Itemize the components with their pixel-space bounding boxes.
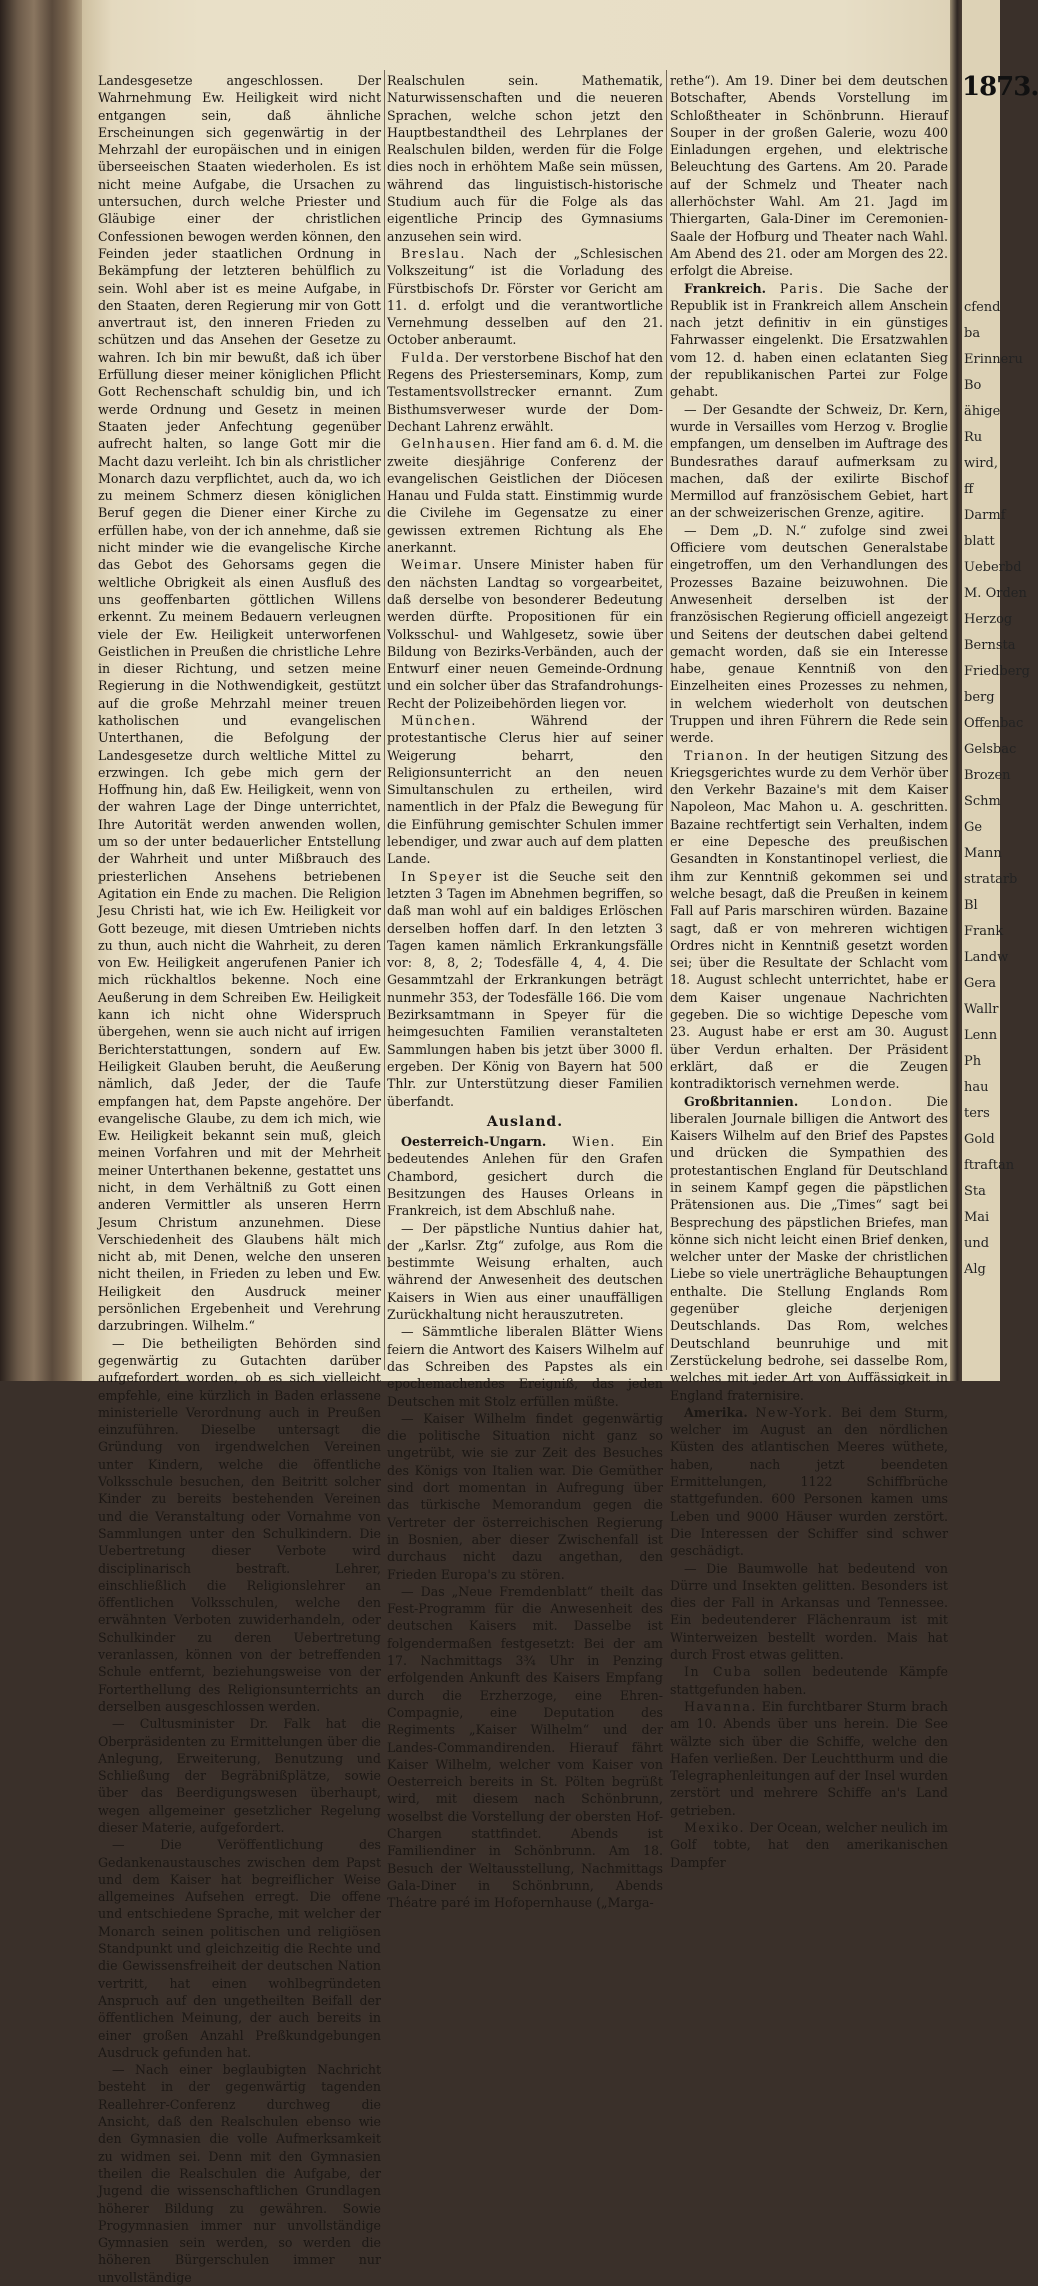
book-spine	[0, 0, 82, 1381]
col1-paragraph-3: — Cultusminister Dr. Falk hat die Oberpräsidenten zu Ermittelungen über die Anlegung, Erweiterung, Benutzung und Schließung der Begräbnißplätze, sowie über das Beerdigungswesen überhaupt, wegen allgemeiner gesetzlicher Regelung dieser Materie, aufgefordert.	[98, 1716, 381, 1835]
adjacent-page-fragment: Darmf	[964, 508, 1006, 523]
col3-item-newyork	[670, 1404, 948, 1560]
col2-item-fulda	[387, 349, 663, 435]
item-text-london: Die liberalen Journale billigen die Antwort des Kaisers Wilhelm auf den Brief des Papstes und drücken die Sympathien des protestantischen England für Deutschland in seinem Kampf gegen die päpstlichen Prätensionen aus. Die „Times“ sagt bei Besprechung des päpstlichen Briefes, man könne sich nicht leicht einen Brief denken, welcher unter der Maske der christlichen Liebe so viele unerträgliche Behauptungen enthalte. Die Stellung Englands Rom gegenüber gleiche derjenigen Deutschlands. Das Rom, welches Deutschland beunruhige und mit Zerstückelung bedrohe, sei dasselbe Rom, welches mit jeder Art von Auffässigkeit in England fraternisire.	[670, 1093, 948, 1403]
adjacent-page-fragment: Schm	[964, 794, 1001, 809]
adjacent-page-fragment: Gera	[964, 976, 997, 991]
adjacent-page-fragment: ähige	[964, 404, 1001, 419]
adjacent-page-edge	[962, 0, 1038, 1381]
item-text-gelnhausen: Hier fand am 6. d. M. die zweite diesjährige Conferenz der evangelischen Geistlichen der Diöcesen Hanau und Fulda statt. Einstimmig wurde die Civilehe im Gegensatze zu einer gewissen extremen Richtung als Ehe anerkannt.	[387, 436, 663, 556]
country-heading-amerika: Amerika.	[684, 1404, 748, 1420]
column-rule-right	[666, 70, 667, 1370]
adjacent-page-fragment: ters	[964, 1106, 990, 1121]
col1-paragraph-2: — Die betheiligten Behörden sind gegenwärtig zu Gutachten darüber aufgefordert worden, ob es sich vielleicht empfehle, eine kürzlich in Baden erlassene ministerielle Verordnung auch in Preußen einzuführen. Dieselbe untersagt die Gründung von irgendwelchen Vereinen unter Kindern, welche die öffentliche Volksschule besuchen, den Beitritt solcher Kinder zu bereits bestehenden Vereinen und die Veranstaltung oder Vornahme von Sammlungen unter den Schulkindern. Die Uebertretung dieser Verbote wird disciplinarisch bestraft. Lehrer, einschließlich die Religionslehrer an öffentlichen Volksschulen, welche den erwähnten Verboten zuwiderhandeln, oder Schulkinder zu deren Uebertretung veranlassen, können von der betreffenden Schule entfernt, beziehungsweise von der Forterthellung des Religionsunterrichts an derselben ausgeschlossen werden.	[98, 1335, 381, 1714]
adjacent-page-fragment: Brozen	[964, 768, 1011, 783]
dateline-speyer: In Speyer	[401, 868, 483, 884]
col3-item-cuba	[670, 1663, 948, 1698]
country-heading-oesterreich: Oesterreich-Ungarn.	[401, 1134, 547, 1150]
col2-item-breslau	[387, 245, 663, 349]
adjacent-page-fragment: Bl	[964, 898, 978, 913]
adjacent-page-fragment: Bernsta	[964, 638, 1016, 653]
adjacent-page-fragment: und	[964, 1236, 990, 1251]
dateline-fulda: Fulda.	[401, 349, 451, 365]
adjacent-page-fragment: hau	[964, 1080, 989, 1095]
adjacent-page-fragment: blatt	[964, 534, 995, 549]
col1-paragraph-4: — Die Veröffentlichung des Gedankenaustausches zwischen dem Papst und dem Kaiser hat begreiflicher Weise allgemeines Aufsehen erregt. Die offene und entschiedene Sprache, mit welcher der Monarch seinen politischen und religiösen Standpunkt und gleichzeitig die Rechte und die Gewissensfreiheit der deutschen Nation vertritt, hat einen wohlbegründeten Anspruch auf den ungetheilten Beifall der öffentlichen Meinung, der auch bereits in einer großen Anzahl Preßkundgebungen Ausdruck gefunden hat.	[98, 1837, 381, 2060]
dateline-trianon: Trianon.	[684, 747, 750, 763]
col2-item-fremdenblatt: — Das „Neue Fremdenblatt“ theilt das Fest-Programm für die Anwesenheit des deutschen Kaisers mit. Dasselbe ist folgendermaßen festgesetzt: Bei der am 17. Nachmittags 3¾ Uhr in Penzing erfolgenden Ankunft des Kaisers Empfang durch die Erzherzoge, eine Ehren-Compagnie, eine Deputation des Regiments „Kaiser Wilhelm“ und der Landes-Commandirenden. Hierauf fährt Kaiser Wilhelm, welcher vom Kaiser von Oesterreich bereits in St. Pölten begrüßt wird, mit diesem nach Schönbrunn, woselbst die Vorstellung der obersten Hof-Chargen stattfindet. Abends ist Familiendiner in Schönbrunn. Am 18. Besuch der Weltausstellung, Nachmittags Gala-Diner in Schönbrunn, Abends Théatre paré im Hofopernhause („Marga-	[387, 1583, 663, 1911]
item-text-newyork: Bei dem Sturm, welcher im August an den nördlichen Küsten des atlantischen Meeres wüthete, haben, nach jetzt beendeten Ermittelungen, 1122 Schiffbrüche stattgefunden. 600 Personen kamen ums Leben und 9000 Häuser wurden zerstört. Die Interessen der Schiffer sind schwer geschädigt.	[670, 1404, 948, 1559]
col3-item-baumwolle: — Die Baumwolle hat bedeutend von Dürre und Insekten gelitten. Besonders ist dies der Fall in Arkansas und Tennessee. Ein bedeutenderer Flächenraum ist mit Winterweizen bestellt worden. Mais hat durch Frost etwas gelitten.	[670, 1560, 948, 1663]
column-1	[98, 72, 381, 2285]
dateline-gelnhausen: Gelnhausen.	[401, 436, 497, 452]
page-gutter	[950, 0, 962, 1381]
col2-item-gelnhausen	[387, 435, 663, 556]
column-rule-left	[384, 70, 385, 1370]
dateline-mexiko: Mexiko.	[684, 1819, 745, 1835]
country-heading-grossbritannien: Großbritannien.	[684, 1093, 799, 1109]
adjacent-page-fragment: Mann	[964, 846, 1002, 861]
col3-item-london	[670, 1093, 948, 1404]
adjacent-page-fragment: M. Orden	[964, 586, 1027, 601]
dateline-wien: Wien.	[572, 1134, 616, 1150]
item-text-cuba: sollen bedeutende Kämpfe stattgefunden haben.	[670, 1664, 948, 1697]
col2-item-kaiser: — Kaiser Wilhelm findet gegenwärtig die politische Situation nicht ganz so ungetrübt, wie sie zur Zeit des Besuches des Königs von Italien war. Die Gemüther sind dort momentan in Aufregung über das türkische Memorandum gegen die Vertreter der österreichischen Regierung in Bosnien, aber dieser Zwischenfall ist durchaus nicht dazu angethan, den Frieden Europa's zu stören.	[387, 1410, 663, 1582]
col1-paragraph-5: — Nach einer beglaubigten Nachricht besteht in der gegenwärtig tagenden Reallehrer-Conferenz durchweg die Ansicht, daß den Realschulen ebenso wie den Gymnasien die volle Aufmerksamkeit zu widmen sei. Denn mit den Gymnasien theilen die Realschulen die Aufgabe, der Jugend die wissenschaftlichen Grundlagen höherer Bildung zu gewähren. Sowie Progymnasien immer nur unvollständige Gymnasien sein werden, so werden die höheren Bürgerschulen immer nur unvollständige	[98, 2062, 381, 2285]
item-text-mexiko: Der Ocean, welcher neulich im Golf tobte, hat den amerikanischen Dampfer	[670, 1819, 948, 1870]
col2-item-nuntius: — Der päpstliche Nuntius dahier hat, der „Karlsr. Ztg“ zufolge, aus Rom die bestimmte Weisung erhalten, auch während der Anwesenheit des deutschen Kaisers in Wien aus einer unauffälligen Zurückhaltung nicht herauszutreten.	[387, 1220, 663, 1323]
adjacent-page-fragment: Herzog	[964, 612, 1013, 627]
adjacent-page-fragment: Lenn	[964, 1028, 998, 1043]
dateline-paris: Paris.	[779, 280, 825, 296]
col2-item-muenchen	[387, 712, 663, 868]
adjacent-page-fragment: stratarb	[964, 872, 1018, 887]
adjacent-page-fragment: Ru	[964, 430, 983, 445]
adjacent-page-fragment: Wallr	[964, 1002, 999, 1017]
adjacent-page-fragment: Gold	[964, 1132, 995, 1147]
col3-item-trianon	[670, 747, 948, 1093]
adjacent-page-fragment: Ph	[964, 1054, 982, 1069]
dateline-newyork: New-York.	[755, 1404, 834, 1420]
item-text-havanna: Ein furchtbarer Sturm brach am 10. Abends über uns herein. Die See wälzte sich über die Schiffe, welche den Hafen verließen. Der Leuchtthurm und die Telegraphenleitungen auf der Insel wurden zerstört und mehrere Schiffe an's Land getrieben.	[670, 1698, 948, 1818]
adjacent-page-fragment: ff	[964, 482, 974, 497]
adjacent-page-fragment: Ge	[964, 820, 983, 835]
column-2	[387, 72, 663, 1911]
item-text-wien: Ein bedeutendes Anlehen für den Grafen Chambord, gesichert durch die Besitzungen des Hauses Orleans in Frankreich, ist dem Abschluß nahe.	[387, 1134, 663, 1219]
dateline-weimar: Weimar.	[401, 557, 463, 573]
col2-item-blaetter: — Sämmtliche liberalen Blätter Wiens feiern die Antwort des Kaisers Wilhelm auf das Schreiben des Papstes als ein epochemachendes Ereigniß, das jeden Deutschen mit Stolz erfüllen müßte.	[387, 1324, 663, 1409]
col3-item-offiziere: — Dem „D. N.“ zufolge sind zwei Officiere vom deutschen Generalstabe eingetroffen, um den Verhandlungen des Prozesses Bazaine beizuwohnen. Die Anwesenheit derselben ist der französischen Regierung officiell angezeigt und Seitens der deutschen dabei geltend gemacht worden, daß sie ein Interesse habe, genaue Kenntniß von den Einzelheiten eines Prozesses zu nehmen, in welchem wiederholt von deutschen Truppen und ihren Führern die Rede sein werde.	[670, 522, 948, 746]
adjacent-page-fragment: ba	[964, 326, 981, 341]
col3-paragraph-programm: rethe“). Am 19. Diner bei dem deutschen Botschafter, Abends Vorstellung im Schloßtheater in Schönbrunn. Hierauf Souper in der großen Galerie, wozu 400 Einladungen ergehen, und elektrische Beleuchtung des Gartens. Am 20. Parade auf der Schmelz und Theater nach allerhöchster Wahl. Am 21. Jagd im Thiergarten, Gala-Diner im Ceremonien-Saale der Hofburg und Theater nach Wahl. Am Abend des 21. oder am Morgen des 22. erfolgt die Abreise.	[670, 73, 948, 279]
item-text-muenchen: Während der protestantische Clerus hier auf seiner Weigerung beharrt, den Religionsunterricht an den neuen Simultanschulen zu ertheilen, wird namentlich in der Pfalz die Bewegung für die Einführung gemischter Schulen immer lebendiger, und zwar auch auf dem platten Lande.	[387, 712, 663, 867]
adjacent-page-year: 1873.	[962, 72, 1038, 102]
col3-item-gesandte: — Der Gesandte der Schweiz, Dr. Kern, wurde in Versailles vom Herzog v. Broglie empfangen, um denselben im Auftrage des Bundesrathes darauf aufmerksam zu machen, daß der exilirte Bischof Mermillod auf französischem Gebiet, hart an der schweizerischen Grenze, agitire.	[670, 401, 948, 521]
adjacent-page-fragment: Offenbac	[964, 716, 1024, 731]
section-heading-ausland: Ausland.	[486, 1113, 564, 1130]
adjacent-page-fragment: Ueberbd	[964, 560, 1022, 575]
adjacent-page-fragment: Frank	[964, 924, 1004, 939]
adjacent-page-fragment: Mai	[964, 1210, 990, 1225]
adjacent-page-fragment: cfend	[964, 300, 1001, 315]
col3-item-paris	[670, 280, 948, 401]
item-text-trianon: In der heutigen Sitzung des Kriegsgerichtes wurde zu dem Verhör über den Verkehr Bazaine's mit dem Kaiser Napoleon, Mac Mahon u. A. geschritten. Bazaine rechtfertigt sein Verhalten, indem er eine Depesche des preußischen Gesandten in Konstantinopel verliest, die ihm zur Kenntniß gekommen sei und welche besagt, daß die Preußen in keinem Fall auf Paris marschiren würden. Bazaine sagt, daß er von mehreren wichtigen Ordres nicht in Kenntniß gesetzt worden sei; über die Resultate der Schlacht vom 18. August schlecht unterrichtet, habe er dem Kaiser ungenaue Nachrichten gegeben. Die so wichtige Depesche vom 23. August habe er erst am 30. August über Verdun erhalten. Der Präsident erklärt, daß er die Zeugen kontradiktorisch vernehmen werde.	[670, 747, 948, 1092]
item-text-speyer: ist die Seuche seit den letzten 3 Tagen im Abnehmen begriffen, so daß man wohl auf ein baldiges Erlöschen derselben hoffen darf. In den letzten 3 Tagen kamen nämlich Erkrankungsfälle vor: 8, 8, 2; Todesfälle 4, 4, 4. Die Gesammtzahl der Erkrankungen beträgt nunmehr 353, der Todesfälle 166. Die vom Bezirksamtmann in Speyer für die heimgesuchten Familien veranstalteten Sammlungen haben bis jetzt über 3000 fl. ergeben. Der König von Bayern hat 500 Thlr. zur Unterstützung dieser Familien überfandt.	[387, 868, 663, 1109]
adjacent-page-fragment: wird,	[964, 456, 998, 471]
col2-item-weimar	[387, 556, 663, 712]
item-text-weimar: Unsere Minister haben für den nächsten Landtag so vorgearbeitet, daß derselbe von besonderer Bedeutung werden dürfte. Propositionen für ein Volksschul- und Wahlgesetz, sowie über Bildung von Bezirks-Verbänden, auch der Entwurf einer neuen Gemeinde-Ordnung und ein solcher über das Strafandrohungs-Recht der Polizeibehörden liegen vor.	[387, 557, 663, 711]
country-heading-frankreich: Frankreich.	[684, 280, 767, 296]
item-text-paris: Die Sache der Republik ist in Frankreich allem Anschein nach jetzt definitiv in ein günstiges Fahrwasser eingelenkt. Die Ersatzwahlen vom 12. d. haben einen eclatanten Sieg der republikanischen Partei zur Folge gehabt.	[670, 280, 948, 400]
col3-item-mexiko	[670, 1819, 948, 1871]
item-text-fulda: Der verstorbene Bischof hat den Regens des Priesterseminars, Komp, zum Testamentsvollstrecker ernannt. Zum Bisthumsverweser wurde der Dom-Dechant Lahrenz erwählt.	[387, 349, 663, 434]
dateline-muenchen: München.	[401, 712, 477, 728]
adjacent-page-fragment: Gelsbac	[964, 742, 1017, 757]
dateline-breslau: Breslau.	[401, 245, 466, 261]
dateline-london: London.	[831, 1093, 894, 1109]
adjacent-page-fragment: Bo	[964, 378, 982, 393]
adjacent-page-fragment: Erinneru	[964, 352, 1023, 367]
col2-item-wien	[387, 1133, 663, 1219]
adjacent-page-fragment: berg	[964, 690, 995, 705]
adjacent-page-fragment: Sta	[964, 1184, 986, 1199]
adjacent-page-fragment: Friedberg	[964, 664, 1030, 679]
col2-item-speyer	[387, 868, 663, 1110]
dateline-cuba: In Cuba	[684, 1664, 753, 1680]
col2-paragraph-realschulen: Realschulen sein. Mathematik, Naturwissenschaften und die neueren Sprachen, welche schon jetzt den Hauptbestandtheil des Lehrplanes der Realschulen bilden, werden für die Folge dies noch in erhöhtem Maße sein müssen, während das linguistisch-historische Studium auch für die Folge als das eigentliche Princip des Gymnasiums anzusehen sein wird.	[387, 73, 663, 244]
col3-item-havanna	[670, 1698, 948, 1819]
col1-paragraph-1: Landesgesetze angeschlossen. Der Wahrnehmung Ew. Heiligkeit wird nicht entgangen sein, daß ähnliche Erscheinungen sich gegenwärtig in der Mehrzahl der europäischen und in einigen überseeischen Staaten wiederholen. Es ist nicht meine Aufgabe, die Ursachen zu untersuchen, durch welche Priester und Gläubige einer der christlichen Confessionen bewogen werden können, den Feinden jeder staatlichen Ordnung in Bekämpfung der letzteren behülflich zu sein. Wohl aber ist es meine Aufgabe, in den Staaten, deren Regierung mir von Gott anvertraut ist, den inneren Frieden zu schützen und das Ansehen der Gesetze zu wahren. Ich bin mir bewußt, daß ich über Erfüllung dieser meiner königlichen Pflicht Gott Rechenschaft schuldig bin, und ich werde Ordnung und Gesetz in meinen Staaten jeder Anfechtung gegenüber aufrecht halten, so lange Gott mir die Macht dazu verleiht. Ich bin als christlicher Monarch dazu verpflichtet, auch da, wo ich zu meinem Schmerz diesen königlichen Beruf gegen die Diener einer Kirche zu erfüllen habe, von der ich annehme, daß sie nicht minder wie die evangelische Kirche das Gebot des Gehorsams gegen die weltliche Obrigkeit als einen Ausfluß des uns geoffenbarten göttlichen Willens erkennt. Zu meinem Bedauern verleugnen viele der Ew. Heiligkeit unterworfenen Geistlichen in Preußen die christliche Lehre in dieser Richtung, und setzen meine Regierung in die Nothwendigkeit, gestützt auf die große Mehrzahl meiner treuen katholischen und evangelischen Unterthanen, die Befolgung der Landesgesetze durch weltliche Mittel zu erzwingen. Ich gebe mich gern der Hoffnung hin, daß Ew. Heiligkeit, wenn von der wahren Lage der Dinge unterrichtet, Ihre Autorität werden anwenden wollen, um so der unter bedauerlicher Entstellung der Wahrheit und unter Mißbrauch des priesterlichen Ansehens betriebenen Agitation ein Ende zu machen. Die Religion Jesu Christi hat, wie ich Ew. Heiligkeit vor Gott bezeuge, mit diesen Umtrieben nichts zu thun, auch nicht die Wahrheit, zu deren von Ew. Heiligkeit angerufenen Panier ich mich rückhaltlos bekenne. Noch eine Aeußerung in dem Schreiben Ew. Heiligkeit kann ich nicht ohne Widerspruch übergehen, wenn sie auch nicht auf irrigen Berichterstattungen, sondern auf Ew. Heiligkeit Glauben beruht, die Aeußerung nämlich, daß Jeder, der die Taufe empfangen hat, dem Papste angehöre. Der evangelische Glaube, zu dem ich mich, wie Ew. Heiligkeit bekannt sein muß, gleich meinen Vorfahren und mit der Mehrheit meiner Unterthanen bekenne, gestattet uns nicht, in dem Verhältniß zu Gott einen anderen Vermittler als unseren Herrn Jesum Christum anzunehmen. Diese Verschiedenheit des Glaubens hält mich nicht ab, mit Denen, welche den unseren nicht theilen, in Frieden zu leben und Ew. Heiligkeit den Ausdruck meiner persönlichen Ergebenheit und Verehrung darzubringen. Wilhelm.“	[98, 73, 381, 1334]
adjacent-page-fragment: ftraftan	[964, 1158, 1015, 1173]
item-text-breslau: Nach der „Schlesischen Volkszeitung“ ist die Vorladung des Fürstbischofs Dr. Förster vor Gericht am 11. d. erfolgt und die verantwortliche Vernehmung desselben auf den 21. October anberaumt.	[387, 245, 663, 348]
dateline-havanna: Havanna.	[684, 1698, 757, 1714]
adjacent-page-fragment: Landw	[964, 950, 1009, 965]
adjacent-page-fragment: Alg	[964, 1262, 986, 1277]
column-3	[670, 72, 948, 1870]
